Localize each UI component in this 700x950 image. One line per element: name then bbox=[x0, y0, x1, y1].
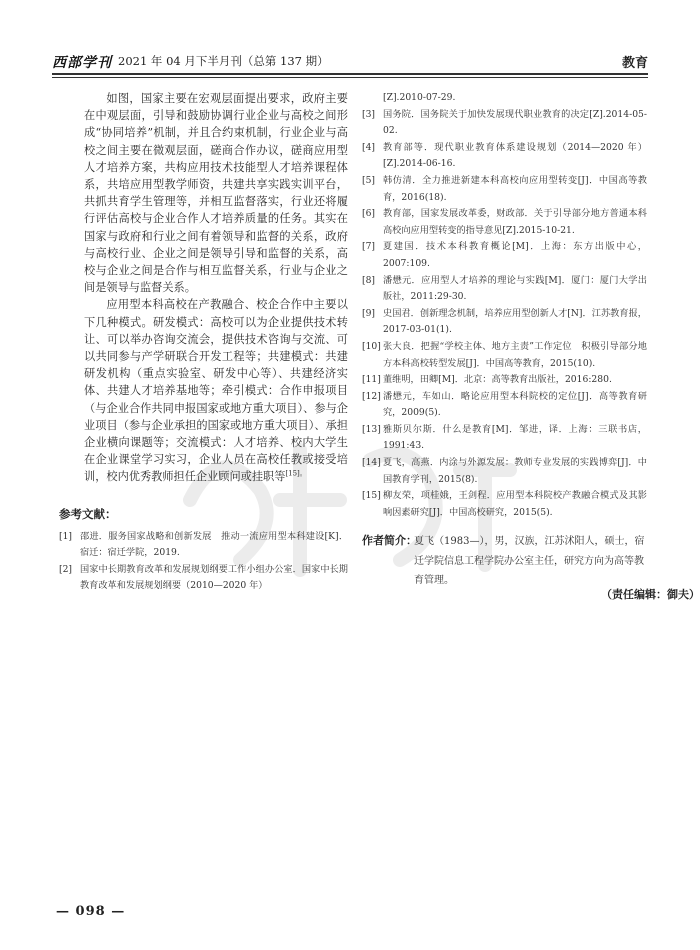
author-bio-label: 作者简介： bbox=[362, 534, 417, 547]
reference-number: [11] bbox=[362, 374, 381, 386]
section-label: 教育 bbox=[621, 56, 648, 71]
reference-number: [15] bbox=[362, 490, 381, 502]
reference-text: 教育部，国家发展改革委，财政部．关于引导部分地方普通本科高校向应用型转变的指导意见[Z].2015-10-21. bbox=[383, 208, 647, 236]
author-bio bbox=[362, 532, 647, 591]
responsible-editor: （责任编辑：御夫） bbox=[601, 588, 700, 601]
reference-text: 夏建国．技术本科教育概论[M]．上海：东方出版中心，2007:109. bbox=[383, 241, 647, 269]
journal-logo: 西部学刊 bbox=[52, 55, 112, 71]
body-paragraph: 应用型本科高校在产教融合、校企合作中主要以下几种模式。研发模式：高校可以为企业提供技术转让、可以举办咨询交流会，提供技术咨询与交流、可以共同参与产学研联合开发工程等；共建模式：共建研发机构（重点实验室、研发中心等）、共建经济实体、共建人才培养基地等；牵引模式：合作申报项目（与企业合作共同申报国家或地方重大项目）、参与企业项目（参与企业承担的国家或地方重大项目）、承担企业横向课题等；交流模式：人才培养、校内大学生在企业课堂学习实习，企业人员在高校任教或接受培训，校内优秀教师担任企业顾问或挂职等$^{[15]。}$ bbox=[84, 298, 348, 484]
reference-text: 董维明，田卿[M]．北京：高等教育出版社，2016:280. bbox=[383, 374, 612, 386]
reference-number: [2] bbox=[59, 563, 73, 575]
reference-item bbox=[362, 372, 647, 389]
reference-number: [9] bbox=[362, 307, 376, 319]
reference-number: [14] bbox=[362, 457, 381, 469]
reference-item bbox=[362, 140, 647, 173]
reference-item bbox=[362, 173, 647, 206]
reference-text: 柳友荣，项桂娥，王剑程．应用型本科院校产教融合模式及其影响因素研究[J]．中国高校研究，2015(5). bbox=[383, 490, 647, 518]
body-paragraph: 如图，国家主要在宏观层面提出要求，政府主要在中观层面，引导和鼓励协调行业企业与高校之间形成“协同培养”机制，并且合约束机制，行业企业与高校之间主要在微观层面，磋商合作办议，磋商应用型人才培养方案，共构应用技术技能型人才培养课程体系，共培应用型教学师资，共建共享实践实训平台，共抓共育学生管理等，并相互监督落实，行业还将履行评估高校与企业合作人才培养质量的任务。其实在国家与政府和行业之间有着领导和监督的关系，政府与高校行业、企业之间是领导引导和监督的关系，高校与企业之间是合作与相互监督关系，行业与企业之间是领导与监督关系。 bbox=[84, 92, 348, 295]
page-number: — 098 — bbox=[56, 904, 126, 919]
reference-text: 国家中长期教育改革和发展规划纲要工作小组办公室．国家中长期教育改革和发展规划纲要（2010—2020 年） bbox=[80, 563, 348, 592]
reference-text: 张大良．把握“学校主体、地方主责”工作定位 积极引导部分地方本科高校转型发展[J]．中国高等教育，2015(10). bbox=[383, 340, 647, 369]
reference-item bbox=[59, 562, 348, 595]
header-rule-thick bbox=[52, 73, 648, 75]
reference-number: [13] bbox=[362, 423, 381, 435]
reference-text: [Z].2010-07-29. bbox=[383, 92, 456, 103]
reference-text: 雅斯贝尔斯．什么是教育[M]．邹进，译．上海：三联书店，1991:43. bbox=[383, 423, 647, 452]
reference-text: 邵进．服务国家战略和创新发展 推动一流应用型本科建设[K]．宿迁：宿迁学院，2019. bbox=[80, 530, 348, 559]
reference-number: [3] bbox=[362, 108, 376, 120]
reference-text: 夏飞，高燕．内涂与外源发展：教师专业发展的实践博弈[J]．中国教育学刊，2015(8). bbox=[383, 457, 647, 485]
right-column-references bbox=[362, 90, 647, 521]
header-rule-thin bbox=[52, 77, 648, 78]
issue-info: 2021 年 04 月下半月刊（总第 137 期） bbox=[118, 54, 329, 68]
reference-text: 史国君．创新理念机制，培养应用型创新人才[N]．江苏教育报，2017-03-01(1). bbox=[383, 307, 647, 336]
reference-number: [7] bbox=[362, 241, 376, 253]
reference-item bbox=[362, 422, 647, 455]
reference-item bbox=[362, 273, 647, 306]
left-column bbox=[59, 90, 348, 595]
reference-item bbox=[362, 239, 647, 272]
reference-number: [8] bbox=[362, 274, 376, 286]
reference-item bbox=[362, 90, 647, 107]
reference-item bbox=[362, 339, 647, 372]
author-bio-text: 夏飞（1983—），男，汉族，江苏沭阳人，硕士，宿迁学院信息工程学院办公室主任，研究方向为高等教育管理。 bbox=[414, 536, 645, 586]
reference-number: [5] bbox=[362, 174, 376, 186]
reference-item bbox=[362, 107, 647, 140]
reference-number: [10] bbox=[362, 340, 381, 352]
reference-item bbox=[362, 306, 647, 339]
reference-item bbox=[362, 455, 647, 488]
reference-item bbox=[362, 389, 647, 422]
reference-item bbox=[362, 206, 647, 239]
reference-text: 教育部等．现代职业教育体系建设规划（2014—2020 年）[Z].2014-06-16. bbox=[383, 141, 647, 170]
reference-item bbox=[362, 488, 647, 521]
page-header bbox=[52, 50, 648, 72]
reference-number: [4] bbox=[362, 141, 376, 153]
reference-text: 韩仿清．全力推进新建本科高校向应用型转变[J]．中国高等教育，2016(18). bbox=[383, 174, 647, 203]
reference-list bbox=[59, 529, 348, 595]
reference-number: [12] bbox=[362, 390, 381, 402]
reference-number: [1] bbox=[59, 530, 73, 542]
reference-text: 国务院．国务院关于加快发展现代职业教育的决定[Z].2014-05-02. bbox=[383, 108, 647, 137]
reference-number: [6] bbox=[362, 208, 376, 220]
references-heading: 参考文献： bbox=[59, 506, 117, 521]
reference-item bbox=[59, 529, 348, 562]
reference-text: 潘懋元．应用型人才培养的理论与实践[M]．厦门：厦门大学出版社，2011:29-30. bbox=[383, 274, 647, 303]
citation-mark: [15]。 bbox=[285, 469, 307, 478]
reference-text: 潘懋元，车如山．略论应用型本科院校的定位[J]．高等教育研究，2009(5). bbox=[383, 390, 647, 419]
